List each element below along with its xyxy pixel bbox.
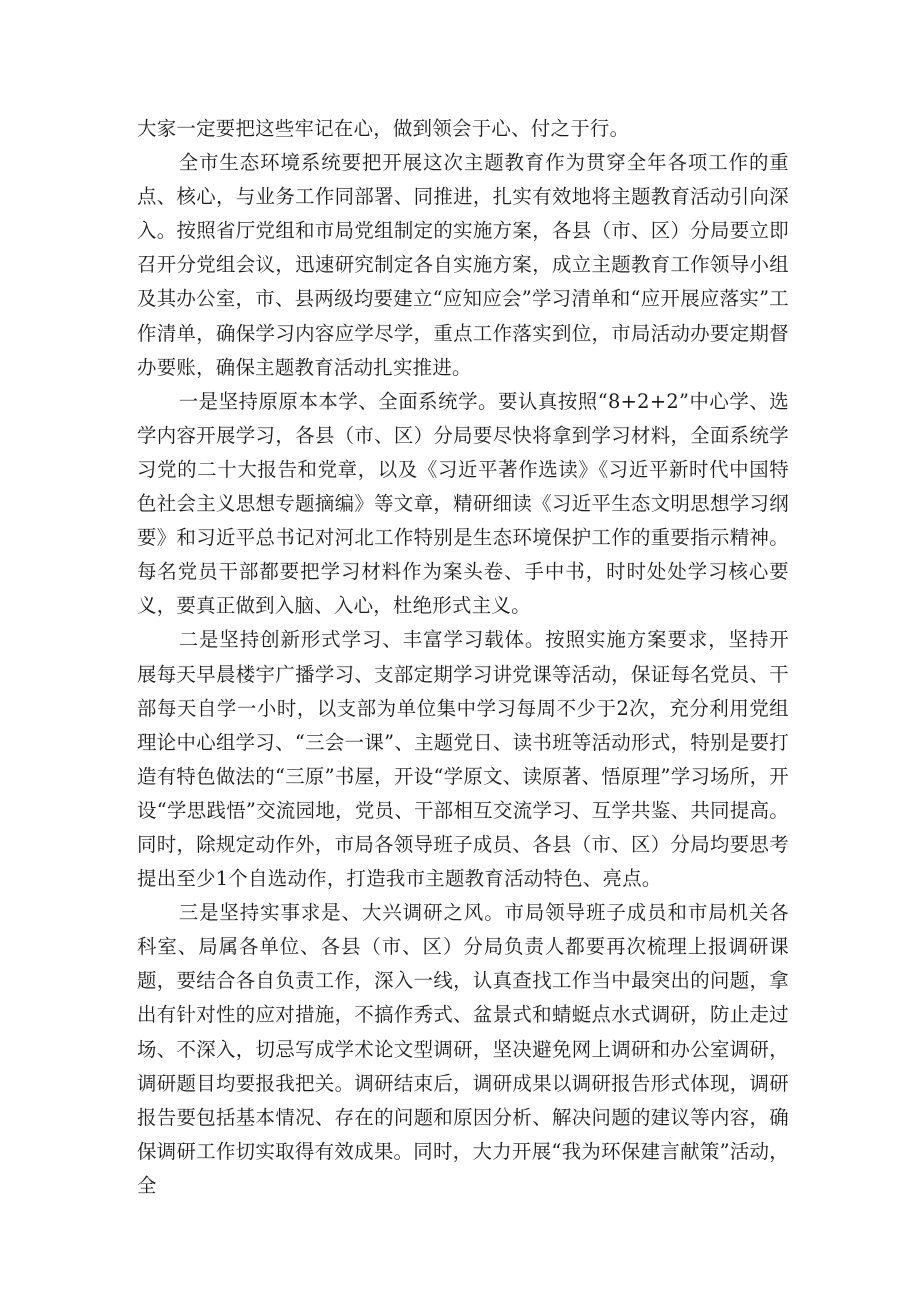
paragraph-continuation: 大家一定要把这些牢记在心，做到领会于心、付之于行。	[137, 117, 630, 140]
paragraph-point-one: 一是坚持原原本本学、全面系统学。要认真按照“8+2+2”中心学、选学内容开展学习，各县（市、区）分局要尽快将拿到学习材料，全面系统学习党的二十大报告和党章，以及《习近平著作选读》《习近平新时代中国特色社会主义思想专题摘编》等文章，精研细读《习近平生态文明思想学习纲要》和习近平总书记对河北工作特别是生态环境保护工作的重要指示精神。每名党员干部都要把学习材料作为案头卷、手中书，时时处处学习核心要义，要真正做到入脑、入心，杜绝形式主义。	[137, 389, 789, 618]
paragraph-point-two: 二是坚持创新形式学习、丰富学习载体。按照实施方案要求，坚持开展每天早晨楼宇广播学习、支部定期学习讲党课等活动，保证每名党员、干部每天自学一小时，以支部为单位集中学习每周不少于2次，充分利用党组理论中心组学习、“三会一课”、主题党日、读书班等活动形式，特别是要打造有特色做法的“三原”书屋，开设“学原文、读原著、悟原理”学习场所，开设“学思践悟”交流园地，党员、干部相互交流学习、互学共鉴、共同提高。同时，除规定动作外，市局各领导班子成员、各县（市、区）分局均要思考提出至少1个自选动作，打造我市主题教育活动特色、亮点。	[137, 628, 789, 891]
paragraph-point-three: 三是坚持实事求是、大兴调研之风。市局领导班子成员和市局机关各科室、局属各单位、各县（市、区）分局负责人都要再次梳理上报调研课题，要结合各自负责工作，深入一线，认真查找工作当中最突出的问题，拿出有针对性的应对措施，不搞作秀式、盆景式和蜻蜓点水式调研，防止走过场、不深入，切忌写成学术论文型调研，坚决避免网上调研和办公室调研，调研题目均要报我把关。调研结束后，调研成果以调研报告形式体现，调研报告要包括基本情况、存在的问题和原因分析、解决问题的建议等内容，确保调研工作切实取得有效成果。同时，大力开展“我为环保建言献策”活动，全	[137, 901, 789, 1197]
document-body	[137, 112, 789, 1203]
paragraph-system-deployment: 全市生态环境系统要把开展这次主题教育作为贯穿全年各项工作的重点、核心，与业务工作同部署、同推进，扎实有效地将主题教育活动引向深入。按照省厅党组和市局党组制定的实施方案，各县（市、区）分局要立即召开分党组会议，迅速研究制定各自实施方案，成立主题教育工作领导小组及其办公室，市、县两级均要建立“应知应会”学习清单和“应开展应落实”工作清单，确保学习内容应学尽学，重点工作落实到位，市局活动办要定期督办要账，确保主题教育活动扎实推进。	[137, 151, 789, 379]
